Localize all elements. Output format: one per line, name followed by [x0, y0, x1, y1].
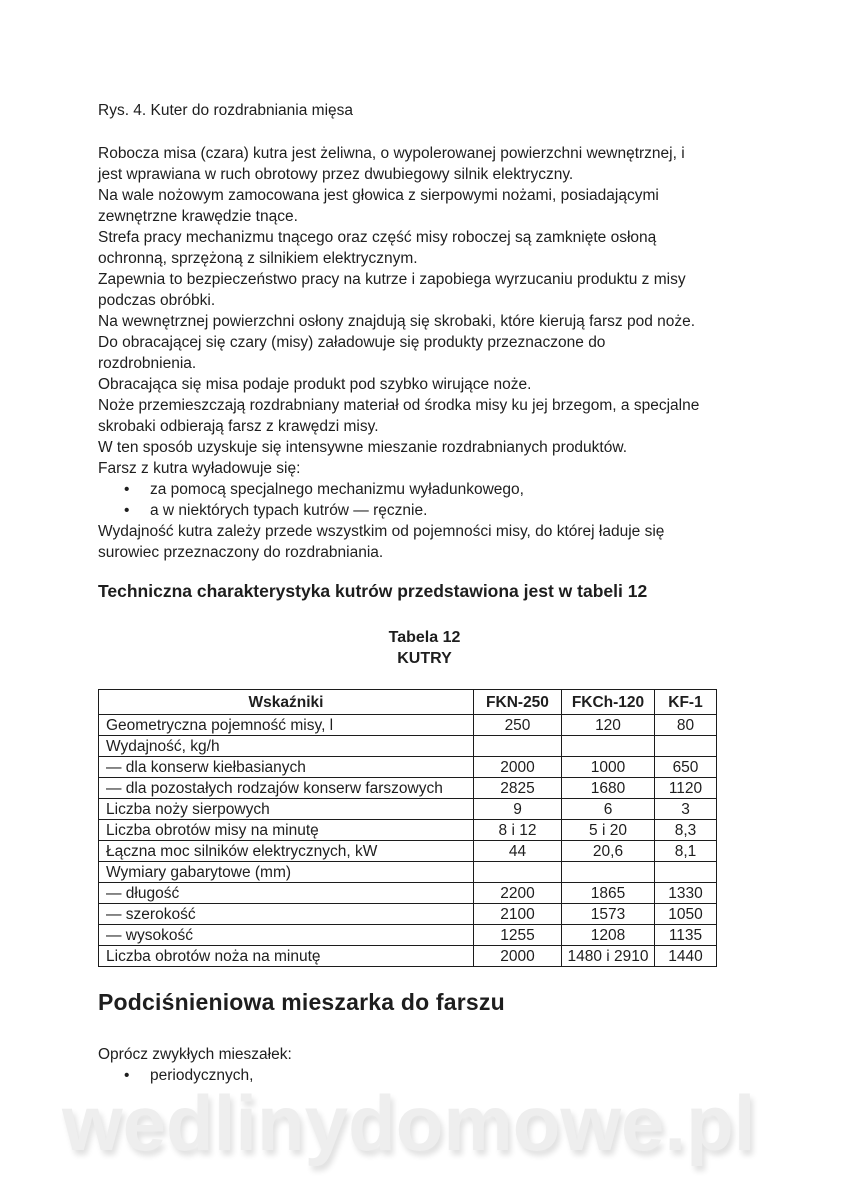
table-header-row	[99, 690, 717, 715]
value-cell: 2100	[474, 904, 562, 925]
document-content	[98, 0, 751, 1086]
row-label-cell: Wymiary gabarytowe (mm)	[99, 862, 474, 883]
text-line: zewnętrzne krawędzie tnące.	[98, 208, 298, 225]
text-line: jest wprawiana w ruch obrotowy przez dwubiegowy silnik elektryczny.	[98, 166, 574, 183]
table-row	[99, 715, 717, 736]
value-cell: 1440	[655, 946, 717, 967]
table-row	[99, 883, 717, 904]
value-cell: 120	[562, 715, 655, 736]
row-label-cell: Geometryczna pojemność misy, l	[99, 715, 474, 736]
value-cell: 1330	[655, 883, 717, 904]
text-line: Obracająca się misa podaje produkt pod szybko wirujące noże.	[98, 376, 532, 393]
value-cell	[474, 862, 562, 883]
value-cell: 2200	[474, 883, 562, 904]
chapter-heading: Podciśnieniowa mieszarka do farszu	[98, 989, 505, 1015]
text-line: Zapewnia to bezpieczeństwo pracy na kutrze i zapobiega wyrzucaniu produktu z misy	[98, 271, 686, 288]
spec-table	[98, 689, 717, 967]
table-row	[99, 799, 717, 820]
table-row	[99, 862, 717, 883]
row-label-cell: — dla pozostałych rodzajów konserw farszowych	[99, 778, 474, 799]
table-row	[99, 736, 717, 757]
value-cell: 44	[474, 841, 562, 862]
body-paragraph	[98, 143, 751, 479]
value-cell: 650	[655, 757, 717, 778]
row-label-cell: — dla konserw kiełbasianych	[99, 757, 474, 778]
value-cell	[562, 736, 655, 757]
value-cell: 1000	[562, 757, 655, 778]
table-row	[99, 757, 717, 778]
table-row	[99, 778, 717, 799]
bullet-item: • za pomocą specjalnego mechanizmu wyładunkowego,	[98, 479, 751, 500]
value-cell: 1865	[562, 883, 655, 904]
row-label-cell: — wysokość	[99, 925, 474, 946]
row-label-cell: Liczba obrotów misy na minutę	[99, 820, 474, 841]
text-line: Na wewnętrznej powierzchni osłony znajdują się skrobaki, które kierują farsz pod noże.	[98, 313, 696, 330]
row-label-cell: Łączna moc silników elektrycznych, kW	[99, 841, 474, 862]
text-line: surowiec przeznaczony do rozdrabniania.	[98, 544, 384, 561]
table-body	[99, 715, 717, 967]
value-cell: 9	[474, 799, 562, 820]
value-cell: 3	[655, 799, 717, 820]
bullet-item: • a w niektórych typach kutrów — ręcznie.	[98, 500, 751, 521]
value-cell: 2000	[474, 757, 562, 778]
text-line: ochronną, sprzężoną z silnikiem elektrycznym.	[98, 250, 418, 267]
value-cell	[474, 736, 562, 757]
value-cell	[655, 862, 717, 883]
table-row	[99, 904, 717, 925]
value-cell: 2000	[474, 946, 562, 967]
value-cell: 1680	[562, 778, 655, 799]
table-row	[99, 820, 717, 841]
value-cell: 1255	[474, 925, 562, 946]
table-subtitle: KUTRY	[397, 650, 452, 667]
value-cell: 2825	[474, 778, 562, 799]
row-label-cell: Liczba noży sierpowych	[99, 799, 474, 820]
bullet-item: • periodycznych,	[98, 1065, 751, 1086]
value-cell: 1120	[655, 778, 717, 799]
row-label-cell: — długość	[99, 883, 474, 904]
value-cell: 5 i 20	[562, 820, 655, 841]
column-header: FKN-250	[474, 690, 562, 715]
text-line: podczas obróbki.	[98, 292, 216, 309]
table-title: Tabela 12	[388, 629, 461, 646]
text-line: Robocza misa (czara) kutra jest żeliwna, o wypolerowanej powierzchni wewnętrznej, i	[98, 145, 685, 162]
value-cell	[562, 862, 655, 883]
closing-paragraph	[98, 521, 751, 563]
value-cell	[655, 736, 717, 757]
value-cell: 1208	[562, 925, 655, 946]
value-cell: 6	[562, 799, 655, 820]
text-line: Farsz z kutra wyładowuje się:	[98, 460, 301, 477]
value-cell: 8,1	[655, 841, 717, 862]
value-cell: 1050	[655, 904, 717, 925]
text-line: Wydajność kutra zależy przede wszystkim od pojemności misy, do której ładuje się	[98, 523, 665, 540]
value-cell: 1135	[655, 925, 717, 946]
row-label-cell: Wydajność, kg/h	[99, 736, 474, 757]
table-row	[99, 925, 717, 946]
value-cell: 20,6	[562, 841, 655, 862]
watermark: wedlinydomowe.pl	[62, 1079, 756, 1167]
value-cell: 250	[474, 715, 562, 736]
intro-line: Oprócz zwykłych mieszałek:	[98, 1046, 292, 1063]
table-row	[99, 841, 717, 862]
text-line: Do obracającej się czary (misy) załadowuje się produkty przeznaczone do	[98, 334, 606, 351]
table-row	[99, 946, 717, 967]
text-line: skrobaki odbierają farsz z krawędzi misy.	[98, 418, 379, 435]
bullet-list	[98, 1065, 751, 1086]
text-line: Na wale nożowym zamocowana jest głowica z sierpowymi nożami, posiadającymi	[98, 187, 659, 204]
column-header: FKCh-120	[562, 690, 655, 715]
table-title-block	[98, 627, 751, 669]
value-cell: 1573	[562, 904, 655, 925]
figure-caption: Rys. 4. Kuter do rozdrabniania mięsa	[98, 102, 354, 119]
value-cell: 80	[655, 715, 717, 736]
text-line: Strefa pracy mechanizmu tnącego oraz część misy roboczej są zamknięte osłoną	[98, 229, 657, 246]
column-header: Wskaźniki	[99, 690, 474, 715]
bullet-list	[98, 479, 751, 521]
section-heading: Techniczna charakterystyka kutrów przedstawiona jest w tabeli 12	[98, 581, 648, 601]
value-cell: 8 i 12	[474, 820, 562, 841]
value-cell: 1480 i 2910	[562, 946, 655, 967]
row-label-cell: Liczba obrotów noża na minutę	[99, 946, 474, 967]
value-cell: 8,3	[655, 820, 717, 841]
text-line: rozdrobnienia.	[98, 355, 197, 372]
column-header: KF-1	[655, 690, 717, 715]
text-line: Noże przemieszczają rozdrabniany materiał od środka misy ku jej brzegom, a specjalne	[98, 397, 700, 414]
text-line: W ten sposób uzyskuje się intensywne mieszanie rozdrabnianych produktów.	[98, 439, 627, 456]
row-label-cell: — szerokość	[99, 904, 474, 925]
